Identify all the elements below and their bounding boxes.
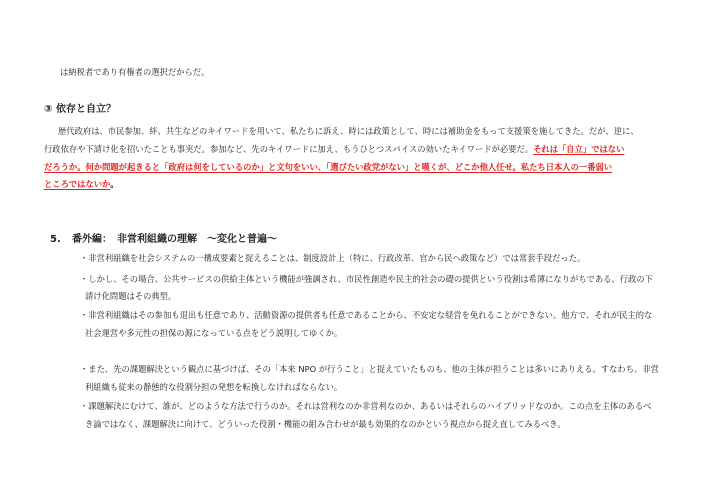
bullet-2-line-2: 請け化問題はその典型。: [85, 291, 177, 301]
bullet-3-line-1: ・非営利組織はその参加も退出も任意であり、活動資源の提供者も任意であることから、不安定な経営を免れることができない。他方で、それが民主的な: [80, 310, 653, 320]
bullet-2-line-1: ・しかし、その場合、公共サービスの供給主体という機能が強調され、市民性創造や民主的社会の礎の提供という役割は希薄になりがちである。行政の下: [80, 274, 653, 284]
section3-line-1: 歴代政府は、市民参加、絆、共生などのキイワードを用いて、私たちに訴え、時には政策として、時には補助金をもって支援策を施してきた。だが、逆に、: [58, 126, 639, 136]
bullet-4-line-1: ・また、先の課題解決という観点に基づけば、その「本来 NPO が行うこと」と捉えていたものも、他の主体が担うことは多いにありえる。すなわち、非営: [80, 364, 659, 374]
intro-line: は納税者であり有権者の選択だからだ。: [60, 67, 210, 77]
highlight-jiritsu: それは「自立」ではない: [533, 144, 625, 154]
bullet-3-line-2: 社会運営や多元性の担保の源になっている点をどう説明してゆくか。: [85, 328, 343, 338]
section3-line-4: [44, 178, 119, 190]
bullet-1-line-1: ・非営利組織を社会システムの一構成要素と捉えることは、制度設計上（特に、行政改革、官から民へ政策など）では常套手段だった。: [80, 253, 586, 263]
bullet-5-line-1: ・課題解決にむけて、誰が、どのような方法で行うのか。それは営利なのか非営利なのか、あるいはそれらのハイブリッドなのか。この点を主体のあるべ: [80, 401, 652, 411]
section3-line-4-end: 。: [110, 179, 119, 189]
section3-heading: ③ 依存と自立？: [44, 104, 116, 115]
bullet-4-line-2: 利組織も従来の静態的な役割分担の発想を転換しなければならない。: [85, 382, 343, 392]
section3-line-2: [44, 143, 624, 155]
section5-number: 5.: [50, 234, 61, 245]
section5-heading: 番外編： 非営利組織の理解 ～変化と普遍～: [72, 234, 277, 245]
bullet-5-line-2: き論ではなく、課題解決に向けて、どういった役割・機能の組み合わせが最も効果的なのかという視点から捉え直してみるべき。: [85, 419, 566, 429]
section3-line-2-text: 行政依存や下請け化を招いたことも事実だ。参加など、先のキイワードに加え、もうひとつスパイスの効いたキイワードが必要だ。: [44, 144, 534, 154]
section3-line-3: だろうか。何か問題が起きると「政府は何をしているのか」と文句をいい、「選びたい政党がない」と嘆くが、どこか他人任せ。私たち日本人の一番弱い: [44, 162, 613, 172]
highlight-weakness: ところではないか: [44, 179, 111, 189]
